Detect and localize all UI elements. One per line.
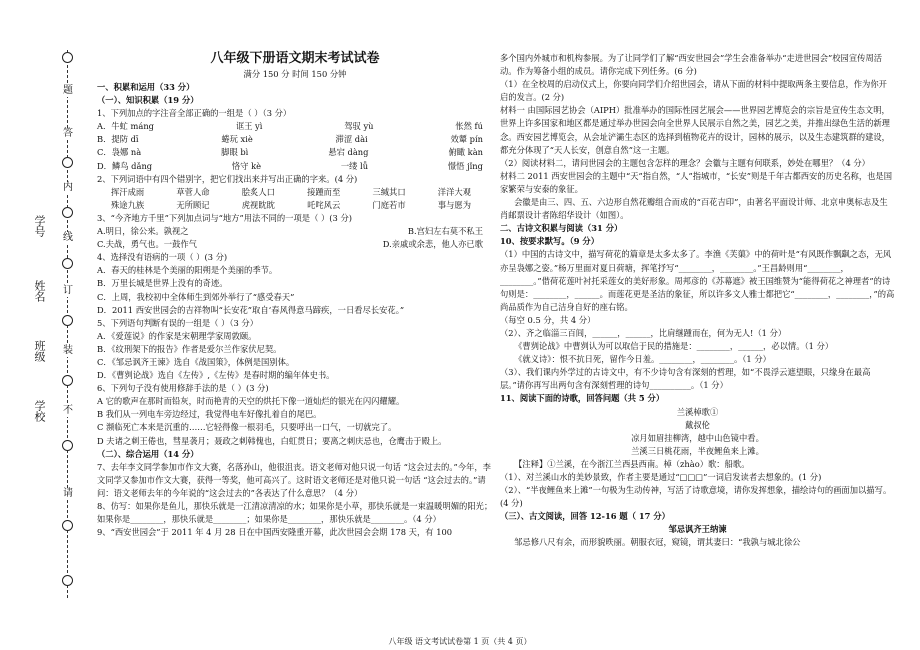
text-line: 满分 150 分 时间 150 分钟 xyxy=(243,69,347,79)
option-text: 殊途九族 xyxy=(111,199,145,210)
text-line: 10、按要求默写。（9 分） xyxy=(500,236,600,247)
option-row xyxy=(97,120,493,133)
binding-hole-icon xyxy=(62,575,73,586)
text-line: （三）、古文阅读，回答 12-16 题（ 17 分） xyxy=(500,511,670,522)
option-text: 吒咤风云 xyxy=(307,199,341,210)
binding-hole-icon xyxy=(62,375,73,386)
option-text: 挥汗成雨 xyxy=(111,186,145,197)
option-text: 一缕 lǚ xyxy=(340,160,369,171)
binding-mark: 答 xyxy=(63,128,73,139)
text-line: 6、下列句子没有使用修辞手法的是（ ）(3 分) xyxy=(97,383,269,394)
binding-hole-icon xyxy=(62,157,73,168)
binding-field-label: 学号 xyxy=(33,215,46,237)
page-footer: 八年级 语文考试试卷第 1 页（共 4 页） xyxy=(388,637,532,646)
option-text: 恪守 kè xyxy=(231,160,262,171)
option-text: A．牛虻 máng xyxy=(97,121,154,132)
option-text: C．袅娜 nà xyxy=(97,147,142,158)
text-line: 一、积累和运用（33 分） xyxy=(97,82,195,92)
text-line: 11、阅读下面的诗歌，回答问题（共 5 分） xyxy=(500,393,665,404)
option-text: 接踵而至 xyxy=(307,186,341,197)
text-line: （二）、综合运用（14 分） xyxy=(97,448,199,459)
option-text: B．提防 dī xyxy=(97,134,139,145)
text-line: （1）在全校周的启动仪式上，你要向同学们介绍世园会，请从下面的材料中提取两条主要信息，作为你开启的发言。(2 分) xyxy=(500,79,887,103)
option-row xyxy=(97,199,493,212)
option-text: B.宫妇左右莫不私王 xyxy=(407,226,483,237)
option-text: 虎视眈眈 xyxy=(241,199,275,210)
text-line: 3、“今齐地方千里”下列加点词与“地方”用法不同的一项是（ ）(3 分) xyxy=(97,212,352,223)
binding-hole-icon xyxy=(62,52,73,63)
option-row xyxy=(97,238,493,251)
option-text: 草菅人命 xyxy=(176,186,210,197)
text-line: B 我们从一列电车旁边经过，我觉得电车好像扎着自的尾巴。 xyxy=(97,409,322,420)
option-text: 无所顾记 xyxy=(176,199,210,210)
text-line: 凉月如眉挂柳湾，越中山色镜中看。 xyxy=(631,432,764,443)
binding-mark: 装 xyxy=(63,345,73,356)
binding-hole-icon xyxy=(62,207,73,218)
option-text: 怅然 fú xyxy=(455,121,483,132)
text-line: （1）中国的古诗文中，描写荷花的篇章是太多太多了。李渔《芙蕖》中的荷叶是“有风既作飘飖之态，无风亦呈袅娜之姿。”杨万里面对夏日荷塘，挥笔抒写“________，________。”王昌龄则用“________，________。”借荷花莲叶衬托采莲女的美好形象。周邦彦的《苏幕遮》被王国维赞为“能得荷花之神理者”的诗句则是：________，______。而莲花更是圣洁的象征，所以许多文人雅士都把它“________，________，”的高尚品质作为自己洁身自好的座右铭。 xyxy=(500,249,895,312)
text-line: D．《曹刿论战》选自《左传》,《左传》是春时期的编年体史书。 xyxy=(97,370,335,381)
text-line: （每空 0.5 分，共 4 分） xyxy=(500,314,596,325)
text-line: （2）、齐之临淄三百闾，______，______，比肩继踵而在，何为无人!（1 分） xyxy=(500,327,787,338)
option-row xyxy=(97,225,493,238)
text-line: 会徽是由三、四、五、六边形自然花瓣组合而成的“百花吉印”，由著名平面设计师、北京申奥标志及生肖邮票设计者陈绍华设计（如图）。 xyxy=(500,197,888,221)
option-text: D．鳞鸟 dǎng xyxy=(97,160,153,171)
text-line: 邹忌修八尺有余，而形貌昳丽。朝服衣冠，窥镜，谓其妻曰：“我孰与城北徐公 xyxy=(514,537,801,548)
text-line: 多个国内外城市和机构参展。为了让同学们了解“西安世园会”学生会准备举办“走进世园会”校园宣传周活动。作为筹备小组的成员。请你完成下列任务。(6 分) xyxy=(500,53,883,77)
text-line: C．《邹忌讽齐王谏》选自《战国策》，体例是国别体。 xyxy=(97,356,295,367)
option-row xyxy=(97,133,493,146)
binding-hole-icon xyxy=(62,258,73,269)
option-text: 憬悟 jǐng xyxy=(447,160,483,171)
page-title: 八年级下册语文期末考试试卷 xyxy=(210,51,380,66)
binding-hole-icon xyxy=(62,440,73,451)
text-line: 7、去年李文同学参加市作文大赛，名落孙山，他很沮丧。语文老师对他只说一句话 “这会过去的。”今年，李文同学又参加市作文大赛，获得一等奖，他可高兴了。这时语文老师还是对他只说一句话 “这会过去的。”请问：语文老师去年的今年说的“这会过去的”各表达了什么意思？（4 分） xyxy=(97,461,491,498)
binding-field-label: 姓名 xyxy=(33,280,46,302)
option-text: 三缄其口 xyxy=(372,186,406,197)
text-line: 兰溪三日桃花雨，半夜鲤鱼来上滩。 xyxy=(631,445,764,456)
option-text: 效颦 pín xyxy=(450,134,483,145)
option-text: 滞涩 dài xyxy=(335,134,368,145)
option-row xyxy=(97,160,493,173)
text-line: A．春天的桂林是个美丽的阳朔是个美丽的季节。 xyxy=(97,265,278,276)
text-line: （2）阅读材料二，请问世园会的主题包含怎样的理念？会徽与主题有何联系，妙处在哪里？（4 分） xyxy=(500,157,870,168)
binding-hole-icon xyxy=(62,315,73,326)
option-row xyxy=(97,146,493,159)
text-line: A．《爱莲说》的作家是宋朝理学家周敦颐。 xyxy=(97,330,257,341)
binding-field-label: 班级 xyxy=(33,340,46,362)
text-line: 5、下列语句判断有误的一组是（ ）（3 分） xyxy=(97,317,259,328)
text-line: 【注释】①兰溪，在今浙江兰西县西南。棹（zhào）歌：船歌。 xyxy=(514,458,750,469)
text-line: 戴叔伦 xyxy=(685,419,710,430)
binding-mark: 订 xyxy=(63,285,73,296)
text-line: （3）、我们课内外学过的古诗文中，有不少诗句含有深刻的哲理，如“不畏浮云遮望眼，只缘身在最高层。”请你再写出两句含有深刻哲理的诗句__________。（1 分） xyxy=(500,367,871,391)
text-line: B．《纹刑架下的报告》作者是爱尔兰作家伏尼契。 xyxy=(97,343,282,354)
text-line: C 濒临死亡本来是沉重的……它轻得像一根羽毛，只要呼出一口气，一切就完了。 xyxy=(97,422,397,433)
text-line: 兰溪棹歌① xyxy=(676,406,719,417)
text-line: （2）、“半夜鲤鱼来上滩”一句极为生动传神，写活了诗歌意境，请你发挥想象，描绘诗句的画面加以描写。(4 分) xyxy=(500,485,892,509)
option-text: 门庭若市 xyxy=(372,199,406,210)
option-row xyxy=(97,186,493,199)
option-text: 事与愿为 xyxy=(437,199,471,210)
binding-mark: 请 xyxy=(63,488,73,499)
option-text: 蜷玩 xiè xyxy=(221,134,253,145)
option-text: C.夫战，勇气也。一鼓作气 xyxy=(97,239,197,250)
text-line: 8、仿写：如果你是鱼儿，那快乐就是一江清凉清凉的水；如果你是小草，那快乐就是一束温暖明媚的阳光；如果你是________，那快乐就是________；如果你是________，那快乐就是________。（4 分） xyxy=(97,501,493,525)
option-text: D.亲戚或余悲，他人亦已歌 xyxy=(382,239,483,250)
binding-mark: 不 xyxy=(63,405,73,416)
binding-mark: 题 xyxy=(63,85,73,96)
left-column xyxy=(97,52,493,539)
text-line: D 夫诸之刺王倦也，彗星袭月；聂政之刺韩傀也，白虹贯日；要离之刺庆忌也，仓鹰击于殿上。 xyxy=(97,435,447,446)
text-line: 《就义诗》：恨不抗日死，留作今日羞。________，________。（1 分） xyxy=(514,354,771,365)
option-text: 诓王 yì xyxy=(235,121,263,132)
option-text: 驾驭 yù xyxy=(344,121,374,132)
binding-mark: 线 xyxy=(63,232,73,243)
text-line: （1）、对兰溪山水的美妙景致，作者主要是通过“□□□”一词启发读者去想象的。(1 分) xyxy=(500,472,822,482)
binding-margin xyxy=(0,0,92,650)
binding-hole-icon xyxy=(62,520,73,531)
text-line: 2、下列词语中有四个错别字，把它们找出来并写出正确的字来。(4 分) xyxy=(97,173,358,184)
text-line: 4、选择没有语病的一项（ ）(3 分) xyxy=(97,252,228,263)
option-text: 脚眼 bì xyxy=(221,147,249,158)
binding-field-label: 学校 xyxy=(33,400,46,422)
text-line: 二、古诗文积累与阅读（31 分） xyxy=(500,223,623,234)
text-line: D．2011 西安世园会的吉祥物叫“长安花”取自‘春风得意马蹄疾，一日看尽长安花。” xyxy=(97,304,405,315)
text-line: （一）、知识积累（19 分） xyxy=(97,95,199,106)
text-line: 邹忌讽齐王纳谏 xyxy=(668,524,727,535)
text-line: B．万里长城是世界上没有的奇迹。 xyxy=(97,278,228,289)
right-column xyxy=(500,52,895,550)
option-text: 脍炙人口 xyxy=(241,186,275,197)
binding-mark: 内 xyxy=(63,182,73,193)
option-text: 洋洋大观 xyxy=(437,186,471,197)
text-line: 材料二 2011 西安世园会的主题中“天”指自然，“人”指城市，“长安”则是千年古都西安的历史名称，也是国家繁荣与安泰的象征。 xyxy=(500,170,893,194)
option-text: 悬宕 dàng xyxy=(328,147,369,158)
option-text: A.明日，徐公来。孰视之 xyxy=(97,226,189,237)
text-line: A 它的歌声在那时而铅灰，时而艳青的天空的烘托下像一道灿烂的银光在闪闪耀耀。 xyxy=(97,396,405,407)
text-line: C．上周，我校初中全体师生到郊外举行了“感受春天” xyxy=(97,291,295,302)
text-line: 9、“西安世园会”于 2011 年 4 月 28 日在中国西安隆重开幕，此次世园会会期 178 天，有 100 xyxy=(97,527,453,538)
option-text: 俯瞰 kàn xyxy=(448,147,483,158)
text-line: 《曹刿论战》中曹刿认为可以取信于民的措施是：________，______，必以情。（1 分） xyxy=(514,341,834,352)
text-line: 材料一 由国际园艺协会（AIPH）批准举办的国际性园艺展会——世界园艺博览会的宗旨是宣传生态文明，世界上许多国家和地区都是通过举办世园会向全世界人民展示自然之美，园艺之美，并推出绿色生活的新理念。西安园艺博览会，从会址浐灞生态区的选择到植物花卉的设计，园林的展示，以及生态建筑群的建设，都充分体现了“天人长安，创意自然”这一主题。 xyxy=(500,105,890,155)
text-line: 1、下列加点的字注音全部正确的一组是（ ）（3 分） xyxy=(97,108,292,119)
